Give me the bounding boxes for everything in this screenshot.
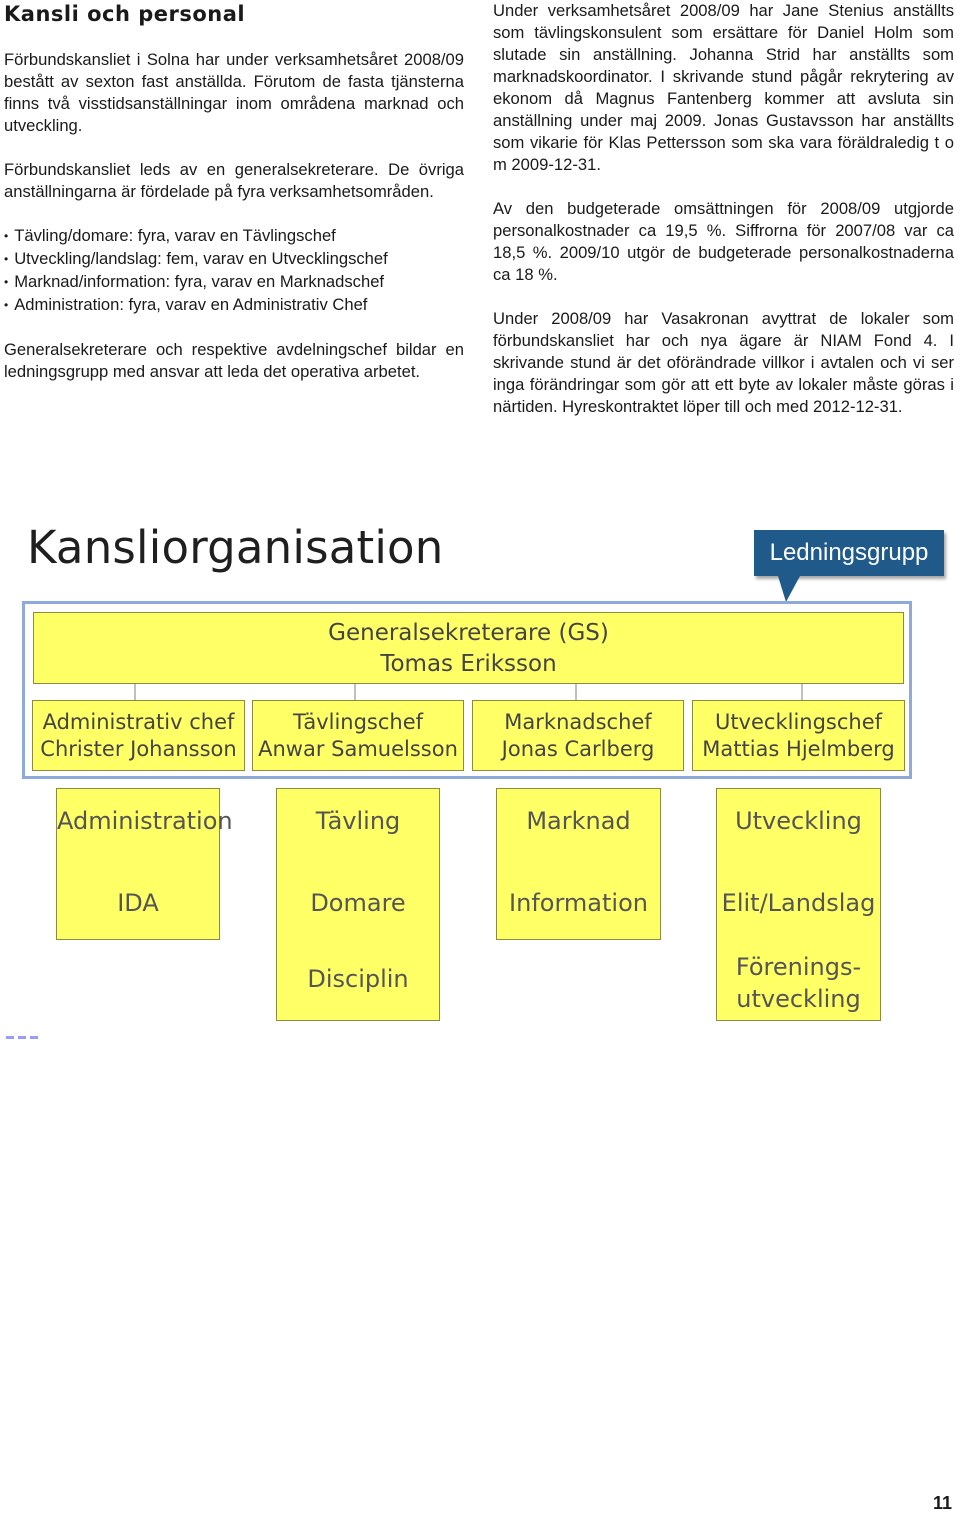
list-item: • Tävling/domare: fyra, varav en Tävlingschef xyxy=(4,225,464,248)
left-column xyxy=(4,0,464,405)
right-paragraph-2: Av den budgeterade omsättningen för 2008/09 utgjorde personalkostnader ca 19,5 %. Siffrorna för 2007/08 var ca 18,5 %. 2009/10 utgör de budgeterade personalkostnaderna ca 18 %. xyxy=(493,199,954,284)
dept-box-marknad xyxy=(496,788,661,940)
dept-item: Tävling xyxy=(315,807,401,835)
chief-name: Anwar Samuelsson xyxy=(258,737,458,761)
left-paragraph-2: Förbundskansliet leds av en generalsekreterare. De övriga anställningarna är fördelade på fyra verksamhetsområden. xyxy=(4,160,464,201)
chief-box-tavling xyxy=(252,700,464,771)
connector-line xyxy=(134,684,136,700)
dept-item: Administration xyxy=(57,807,233,835)
callout-pointer-shape xyxy=(778,576,800,602)
chief-name: Mattias Hjelmberg xyxy=(702,737,895,761)
dept-item: Förenings- xyxy=(735,953,862,981)
dept-box-utveckling xyxy=(716,788,881,1021)
list-item: • Utveckling/landslag: fem, varav en Utvecklingschef xyxy=(4,248,464,271)
section-title: Kansli och personal xyxy=(4,2,246,26)
chief-role: Utvecklingschef xyxy=(714,710,883,734)
chief-name: Jonas Carlberg xyxy=(501,737,655,761)
dept-item: Information xyxy=(509,889,648,917)
connector-line xyxy=(575,684,577,700)
org-chart-title: Kansliorganisation xyxy=(27,521,444,574)
chief-box-administration xyxy=(32,700,245,771)
org-chart xyxy=(0,505,960,1035)
decorative-dots xyxy=(6,1026,50,1029)
dept-box-administration xyxy=(56,788,233,940)
chief-box-utveckling xyxy=(692,700,905,771)
dept-item: Elit/Landslag xyxy=(721,889,876,917)
connector-line xyxy=(354,684,356,700)
gs-role: Generalsekreterare (GS) xyxy=(328,620,609,646)
dept-item: IDA xyxy=(117,889,159,917)
chief-role: Marknadschef xyxy=(504,710,652,734)
list-item: • Administration: fyra, varav en Administrativ Chef xyxy=(4,294,464,317)
chief-name: Christer Johansson xyxy=(40,737,237,761)
right-column xyxy=(493,0,954,440)
right-paragraph-1: Under verksamhetsåret 2008/09 har Jane Stenius anställts som tävlingskonsulent som ersättare för Daniel Holm som slutade sin anställning. Johanna Strid har anställts som marknadskoordinator. I skrivande stund pågår rekrytering av ekonom då Magnus Fantenberg kommer att avsluta sin anställning under maj 2009. Jonas Gustavsson har anställts som vikarie för Klas Pettersson som ska vara föräldraledig t o m 2009-12-31. xyxy=(493,1,954,174)
connector-line xyxy=(801,684,803,700)
area-list xyxy=(4,225,464,317)
right-paragraph-3: Under 2008/09 har Vasakronan avyttrat de lokaler som förbundskansliet har och nya ägare är NIAM Fond 4. I skrivande stund är det oförändrade villkor i avtalen och vi ser inga förändringar som gör att ett byte av lokaler måste göras i närtiden. Hyreskontraktet löper till och med 2012-12-31. xyxy=(493,309,954,416)
gs-box xyxy=(33,612,904,684)
dept-item: Domare xyxy=(310,889,406,917)
chief-role: Tävlingschef xyxy=(292,710,424,734)
chief-role: Administrativ chef xyxy=(42,710,235,734)
callout-pointer xyxy=(0,505,960,615)
left-paragraph-3: Generalsekreterare och respektive avdelningschef bildar en ledningsgrupp med ansvar att leda det operativa arbetet. xyxy=(4,340,464,381)
chief-box-marknad xyxy=(472,700,684,771)
dept-item: Marknad xyxy=(526,807,631,835)
dept-item: utveckling xyxy=(736,985,861,1013)
dept-box-tavling xyxy=(276,788,440,1021)
left-paragraph-1: Förbundskansliet i Solna har under verksamhetsåret 2008/09 bestått av sexton fast anställda. Förutom de fasta tjänsterna finns två visstidsanställningar inom områdena marknad och utveckling. xyxy=(4,50,464,135)
dept-item: Disciplin xyxy=(307,965,409,993)
list-item: • Marknad/information: fyra, varav en Marknadschef xyxy=(4,271,464,294)
gs-name: Tomas Eriksson xyxy=(380,651,557,677)
page-number: 11 xyxy=(932,1493,952,1513)
dept-item: Utveckling xyxy=(735,807,862,835)
callout-label: Ledningsgrupp xyxy=(769,539,929,566)
